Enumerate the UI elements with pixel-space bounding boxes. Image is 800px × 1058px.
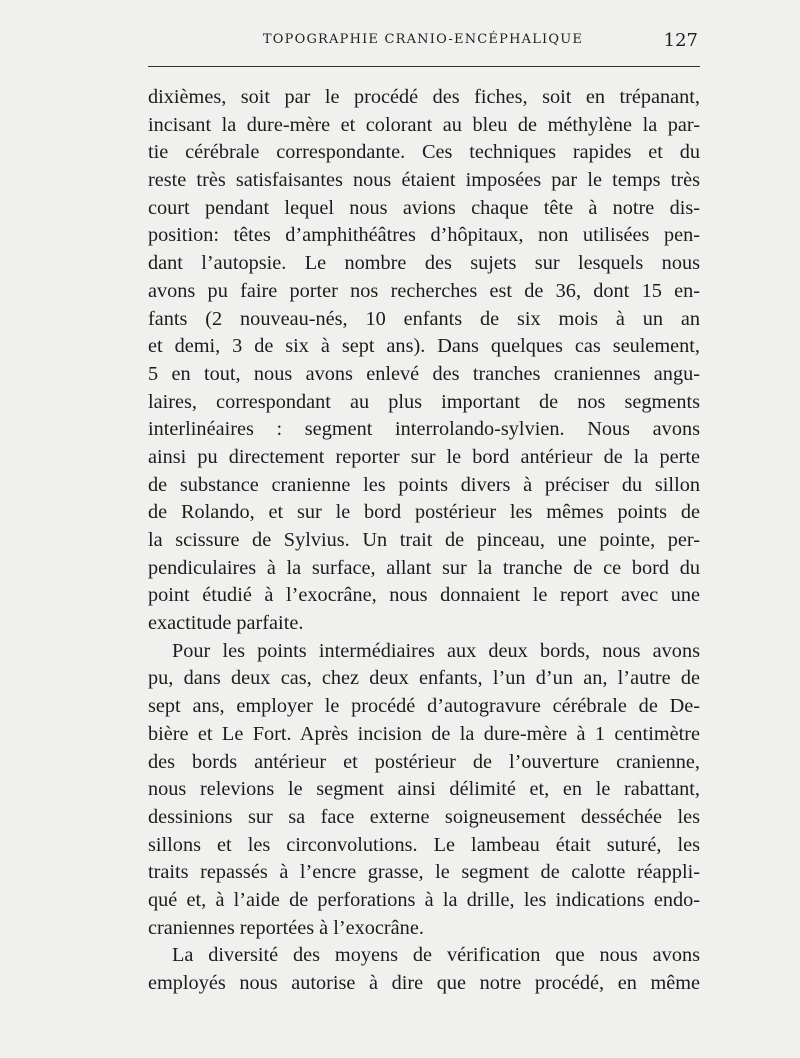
paragraph-first-line: Pour les points intermédiaires aux deux bords, nous avons xyxy=(172,639,700,662)
text-line: la scissure de Sylvius. Un trait de pinceau, une pointe, per- xyxy=(148,529,700,551)
text-line: fants (2 nouveau-nés, 10 enfants de six mois à un an xyxy=(148,307,700,330)
text-line: incisant la dure-mère et colorant au bleu de méthylène la par- xyxy=(148,113,700,136)
text-line: laires, correspondant au plus important de nos segments xyxy=(148,390,700,413)
text-line: pendiculaires à la surface, allant sur la tranche de ce bord du xyxy=(148,556,700,579)
text-line: court pendant lequel nous avions chaque tête à notre dis- xyxy=(148,196,700,219)
paragraph-last-line: craniennes reportées à l’exocrâne. xyxy=(148,916,424,939)
text-line: dant l’autopsie. Le nombre des sujets sur lesquels nous xyxy=(148,252,700,275)
text-line: pu, dans deux cas, chez deux enfants, l’un d’un an, l’autre de xyxy=(148,667,700,690)
text-line: employés nous autorise à dire que notre procédé, en même xyxy=(148,972,700,994)
text-line: reste très satisfaisantes nous étaient imposées par le temps très xyxy=(148,169,700,192)
paragraph-first-line: La diversité des moyens de vérification que nous avons xyxy=(172,944,700,967)
text-line: bière et Le Fort. Après incision de la dure-mère à 1 centimètre xyxy=(148,722,700,745)
text-line: point étudié à l’exocrâne, nous donnaient le report avec une xyxy=(148,584,700,607)
text-line: sillons et les circonvolutions. Le lambeau était suturé, les xyxy=(148,833,700,856)
page-number: 127 xyxy=(663,30,698,51)
text-line: sept ans, employer le procédé d’autogravure cérébrale de De- xyxy=(148,695,700,718)
text-line: 5 en tout, nous avons enlevé des tranches craniennes angu- xyxy=(148,362,700,385)
text-line: tie cérébrale correspondante. Ces techniques rapides et du xyxy=(148,141,700,164)
text-line: de substance cranienne les points divers à préciser du sillon xyxy=(148,473,700,496)
header-rule xyxy=(148,66,700,67)
text-line: de Rolando, et sur le bord postérieur les mêmes points de xyxy=(148,501,700,524)
text-line: nous relevions le segment ainsi délimité et, en le rabattant, xyxy=(148,778,700,801)
text-line: qué et, à l’aide de perforations à la drille, les indications endo- xyxy=(148,888,700,911)
paragraph-last-line: exactitude parfaite. xyxy=(148,612,304,635)
text-line: avons pu faire porter nos recherches est de 36, dont 15 en- xyxy=(148,279,700,302)
text-line: et demi, 3 de six à sept ans). Dans quelques cas seulement, xyxy=(148,335,700,358)
body-text xyxy=(148,84,700,998)
text-line: dessinions sur sa face externe soigneusement desséchée les xyxy=(148,805,700,828)
text-line: interlinéaires : segment interrolando-sylvien. Nous avons xyxy=(148,418,700,441)
text-line: dixièmes, soit par le procédé des fiches, soit en trépanant, xyxy=(148,86,700,108)
text-line: des bords antérieur et postérieur de l’ouverture cranienne, xyxy=(148,750,700,773)
text-line: position: têtes d’amphithéâtres d’hôpitaux, non utilisées pen- xyxy=(148,224,700,247)
running-head xyxy=(148,30,698,56)
running-title: TOPOGRAPHIE CRANIO-ENCÉPHALIQUE xyxy=(262,32,584,47)
text-line: ainsi pu directement reporter sur le bord antérieur de la perte xyxy=(148,445,700,468)
text-line: traits repassés à l’encre grasse, le segment de calotte réappli- xyxy=(148,861,700,884)
